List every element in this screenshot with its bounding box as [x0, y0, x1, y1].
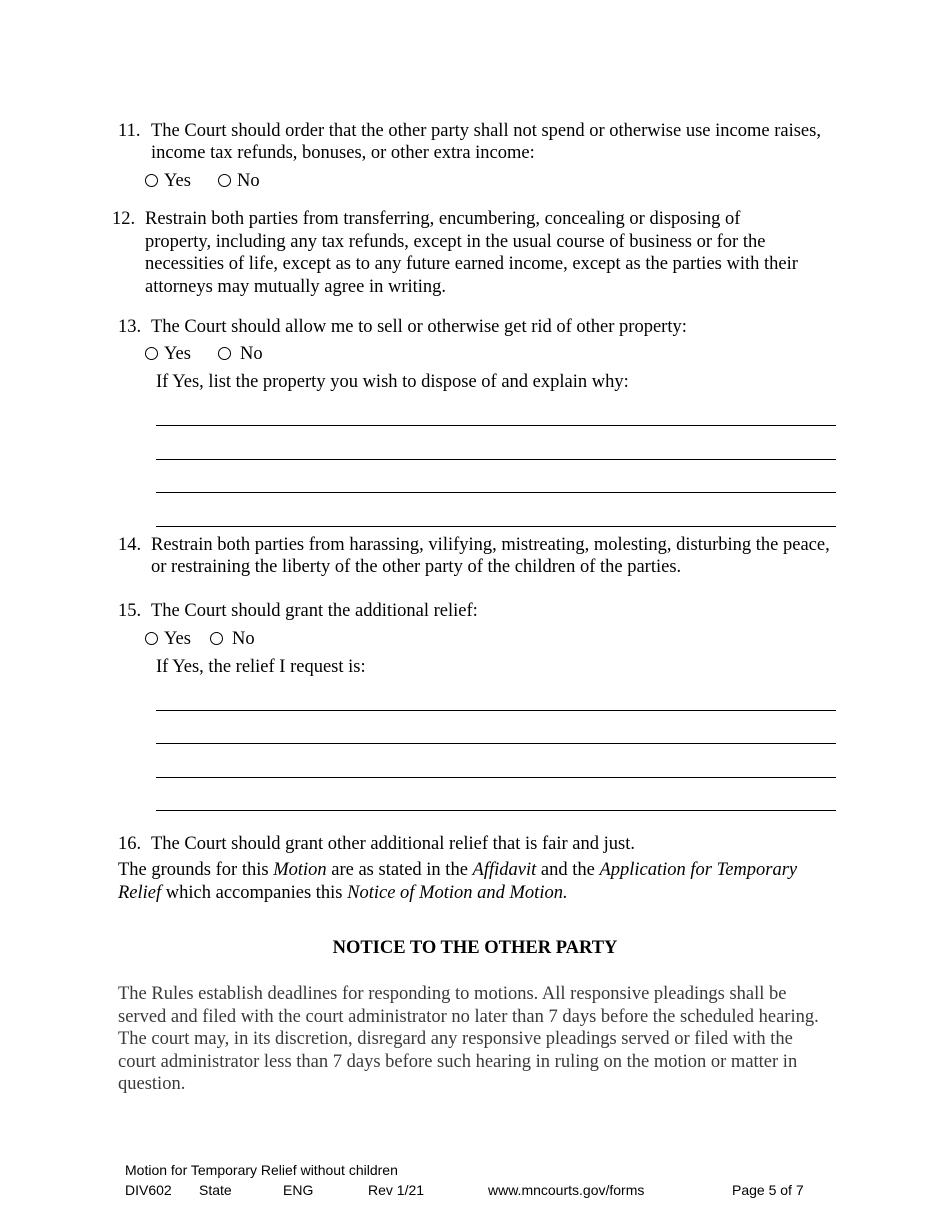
no-label: No	[240, 344, 263, 364]
item-14-text-line1: Restrain both parties from harassing, vilifying, mistreating, molesting, disturbing the peace,	[151, 535, 830, 555]
item-15-answer-line-4[interactable]	[156, 810, 836, 811]
grounds-motion-italic: Motion	[273, 860, 327, 880]
yes-label: Yes	[164, 171, 191, 191]
item-13-answer-line-1[interactable]	[156, 425, 836, 426]
item-15-number: 15.	[118, 601, 142, 621]
item-13-no-option[interactable]	[218, 343, 263, 365]
item-12-text-line1: Restrain both parties from transferring, encumbering, concealing or disposing of	[145, 209, 741, 229]
notice-line: question.	[118, 1074, 186, 1094]
grounds-line-1	[118, 859, 797, 882]
footer-form-number: DIV602	[125, 1182, 172, 1198]
grounds-relief-italic: Relief	[118, 883, 162, 903]
notice-line: The Rules establish deadlines for responding to motions. All responsive pleadings shall be	[118, 984, 787, 1004]
item-15-prompt: If Yes, the relief I request is:	[156, 657, 366, 677]
radio-icon[interactable]	[145, 174, 158, 187]
item-15-no-option[interactable]	[210, 628, 255, 650]
item-13-prompt: If Yes, list the property you wish to dispose of and explain why:	[156, 372, 629, 392]
item-12-text-line4: attorneys may mutually agree in writing.	[145, 277, 447, 297]
item-11-no-option[interactable]	[218, 170, 260, 192]
grounds-affidavit-italic: Affidavit	[472, 860, 537, 880]
item-12-text-line3: necessities of life, except as to any future earned income, except as the parties with their	[145, 254, 798, 274]
item-15-answer-line-1[interactable]	[156, 710, 836, 711]
no-label: No	[232, 629, 255, 649]
item-14-text-line2: or restraining the liberty of the other party of the children of the parties.	[151, 557, 682, 577]
item-13-text-line1: The Court should allow me to sell or otherwise get rid of other property:	[151, 317, 687, 337]
item-15-yes-option[interactable]	[145, 628, 191, 650]
yes-label: Yes	[164, 344, 191, 364]
grounds-line-2	[118, 882, 568, 905]
item-16-number: 16.	[118, 834, 142, 854]
item-11-yes-option[interactable]	[145, 170, 191, 192]
item-13-yes-option[interactable]	[145, 343, 191, 365]
grounds-text: are as stated in the	[326, 860, 473, 880]
radio-icon[interactable]	[145, 632, 158, 645]
item-14-number: 14.	[118, 535, 142, 555]
grounds-text: The grounds for this	[118, 860, 274, 880]
item-16-text-line1: The Court should grant other additional relief that is fair and just.	[151, 834, 635, 854]
footer-url[interactable]: www.mncourts.gov/forms	[488, 1182, 645, 1198]
grounds-application-italic: Application for Temporary	[599, 860, 798, 880]
footer-page-number: Page 5 of 7	[732, 1182, 804, 1198]
item-11-text-line1: The Court should order that the other party shall not spend or otherwise use income raises,	[151, 121, 821, 141]
item-13-answer-line-3[interactable]	[156, 492, 836, 493]
item-11-text-line2: income tax refunds, bonuses, or other extra income:	[151, 143, 535, 163]
footer-language: ENG	[283, 1182, 314, 1198]
item-12-text-line2: property, including any tax refunds, except in the usual course of business or for the	[145, 232, 766, 252]
item-13-answer-line-4[interactable]	[156, 526, 836, 527]
yes-label: Yes	[164, 629, 191, 649]
item-15-answer-line-3[interactable]	[156, 777, 836, 778]
item-13-number: 13.	[118, 317, 142, 337]
item-12-number: 12.	[112, 209, 136, 229]
item-15-answer-line-2[interactable]	[156, 743, 836, 744]
grounds-text: and the	[536, 860, 600, 880]
notice-line: court administrator less than 7 days before such hearing in ruling on the motion or matter in	[118, 1051, 798, 1072]
grounds-notice-italic: Notice of Motion and Motion.	[347, 883, 568, 903]
radio-icon[interactable]	[210, 632, 223, 645]
notice-line: served and filed with the court administrator no later than 7 days before the scheduled hearing.	[118, 1006, 819, 1027]
item-15-text-line1: The Court should grant the additional relief:	[151, 601, 478, 621]
notice-paragraph	[118, 983, 838, 1096]
grounds-text: which accompanies this	[161, 883, 348, 903]
notice-line: The court may, in its discretion, disregard any responsive pleadings served or filed with the	[118, 1029, 793, 1049]
item-13-answer-line-2[interactable]	[156, 459, 836, 460]
footer-revision: Rev 1/21	[368, 1182, 425, 1198]
radio-icon[interactable]	[218, 174, 231, 187]
footer-form-title: Motion for Temporary Relief without children	[125, 1162, 398, 1178]
footer-state: State	[199, 1182, 232, 1198]
radio-icon[interactable]	[145, 347, 158, 360]
item-11-number: 11.	[118, 121, 141, 141]
notice-heading: NOTICE TO THE OTHER PARTY	[332, 938, 618, 958]
no-label: No	[237, 171, 260, 191]
radio-icon[interactable]	[218, 347, 231, 360]
